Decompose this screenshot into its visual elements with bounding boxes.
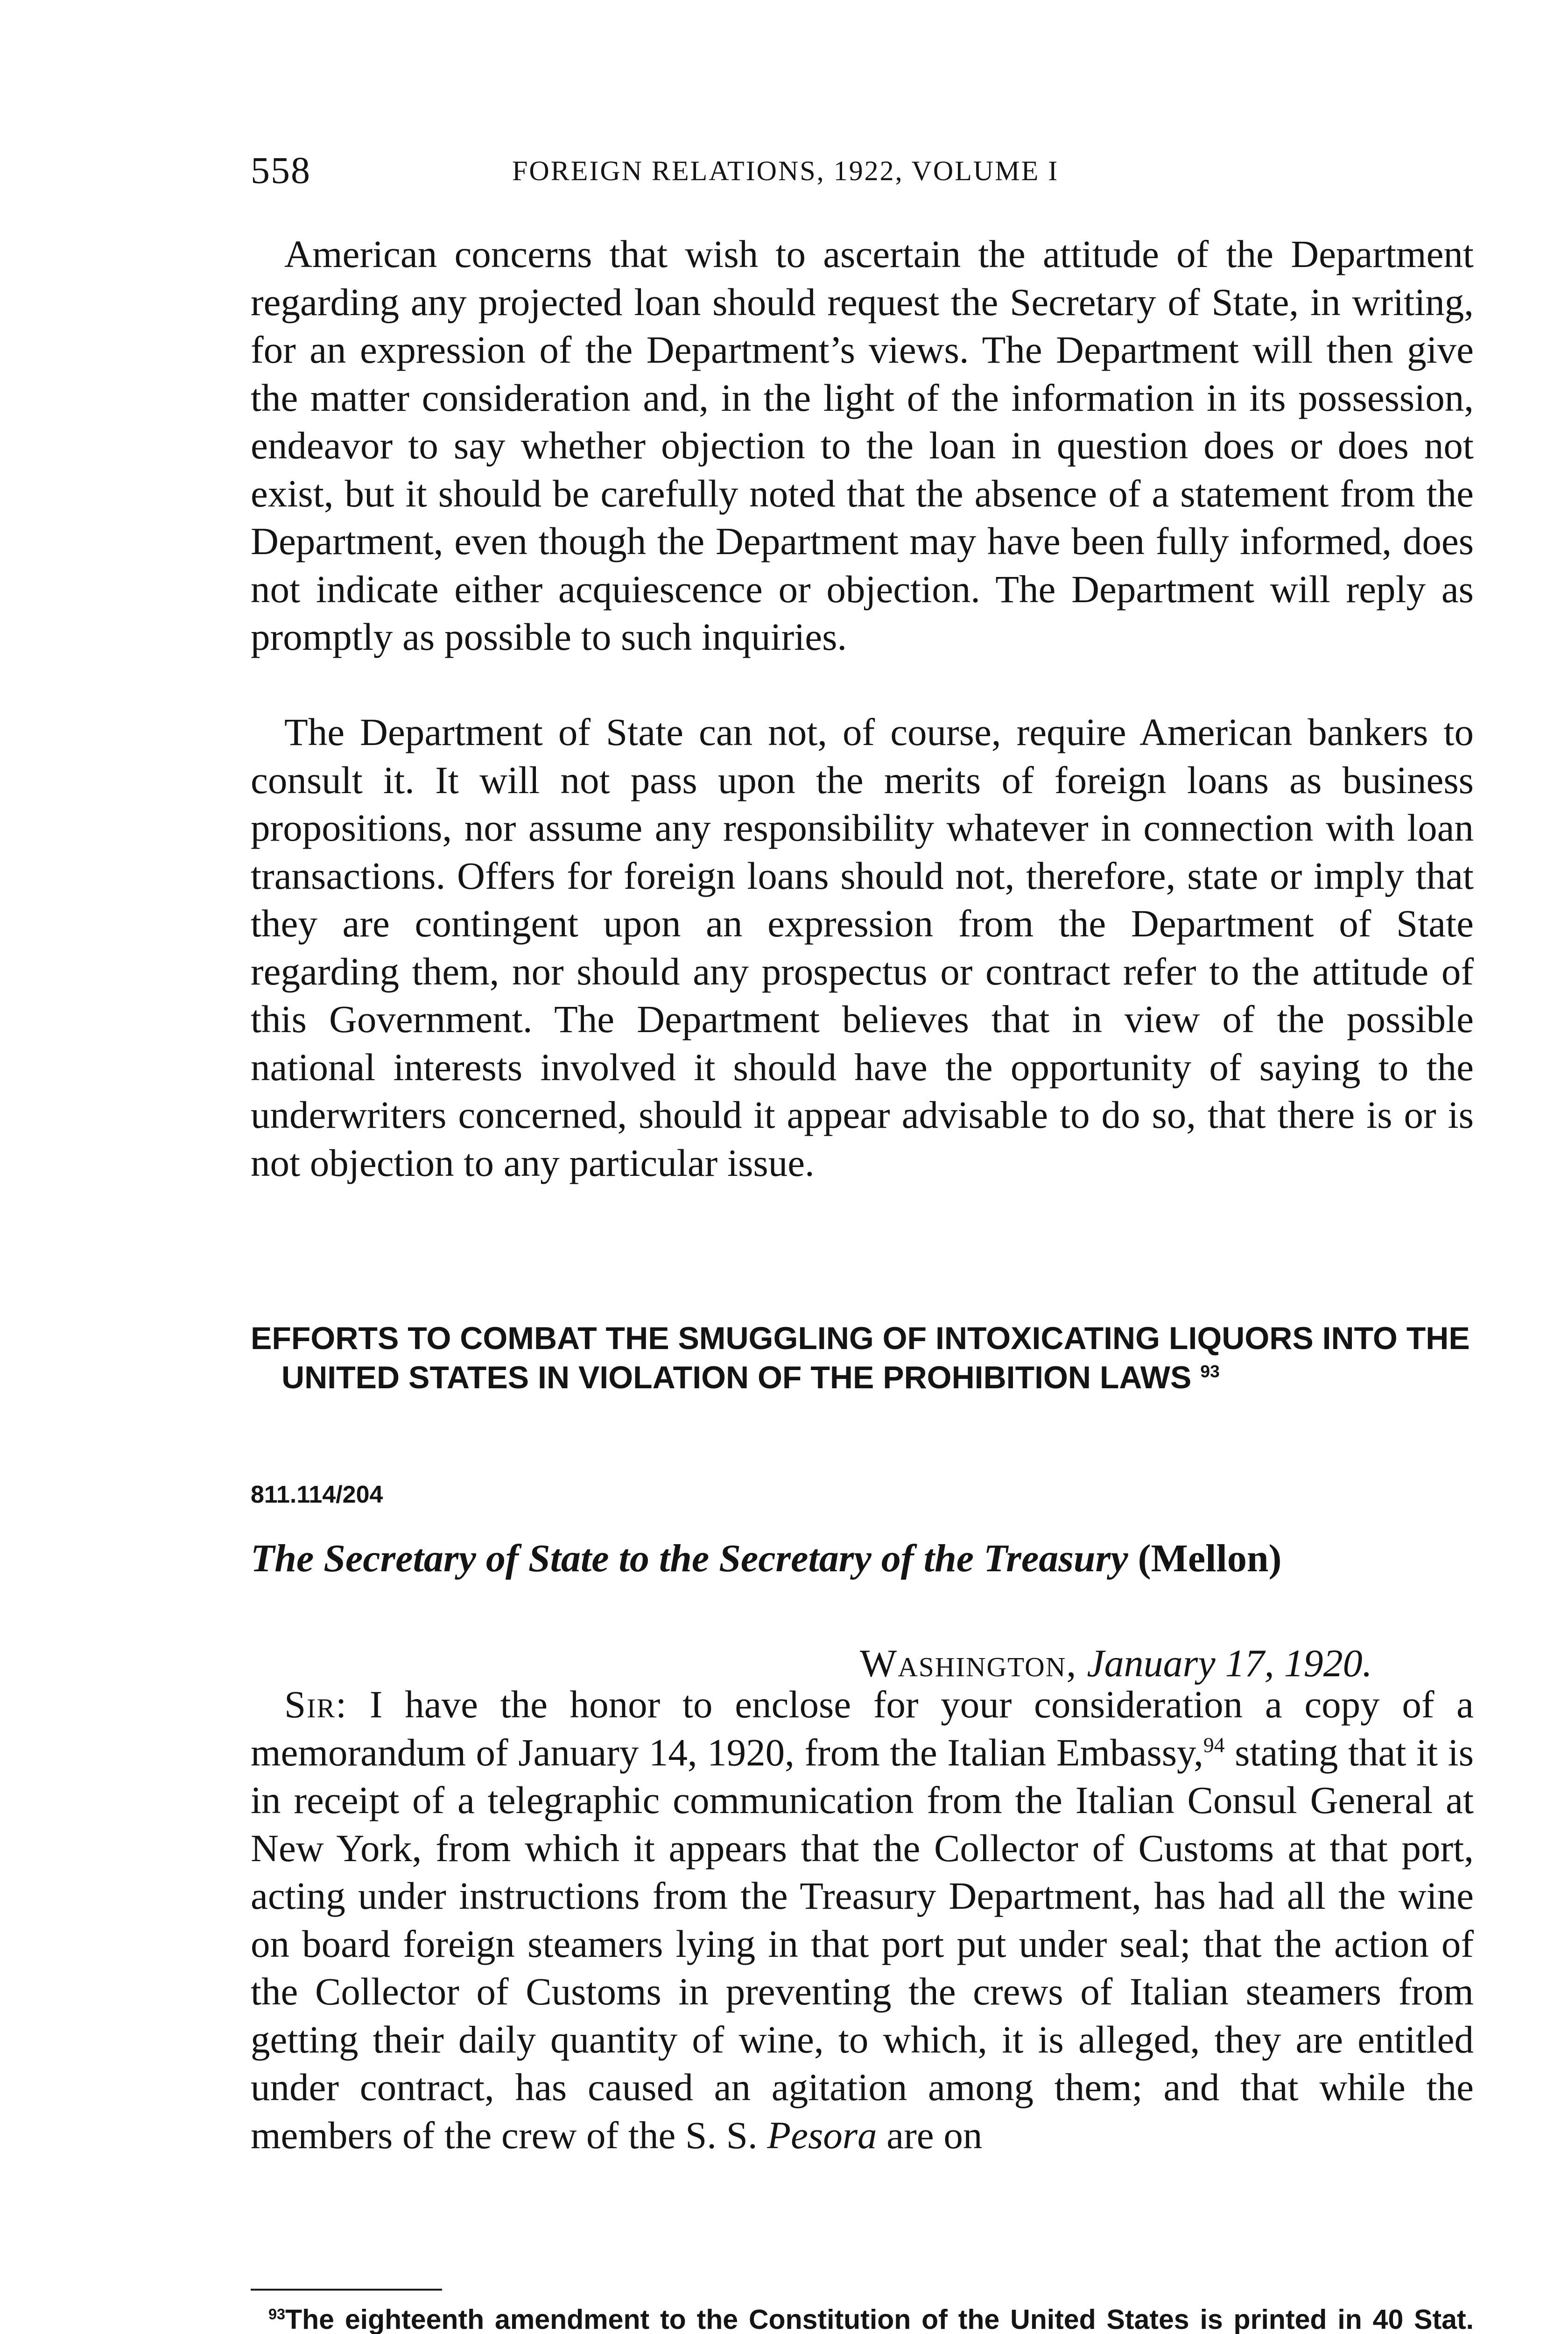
footnote-divider [251, 2289, 442, 2291]
document-title [251, 1536, 1474, 1581]
letter-body-part-1: I have the honor to enclose for your consideration a copy of a memorandum of January 14, 1920, from the Italian Embassy, [251, 1683, 1474, 1774]
footnote-ref-93: 93 [1200, 1361, 1220, 1381]
paragraph-2-text: The Department of State can not, of course, require American bankers to consult it. It will not pass upon the merits of foreign loans as business propositions, nor assume any responsibility whatever in connection with loan transactions. Offers for foreign loans should not, therefore, state or imply that they are contingent upon an expression from the Department of State regarding them, nor should any prospectus or contract refer to the attitude of this Government. The Department believes that in view of the possible national interests involved it should have the opportunity of saying to the underwriters concerned, should it appear advisable to do so, that there is or is not objection to any particular issue. [251, 710, 1474, 1184]
dateline-place: Washington, [860, 1642, 1077, 1685]
letter-body [251, 1680, 1474, 2159]
dateline-date: January 17, 1920. [1087, 1642, 1372, 1685]
section-heading-text: EFFORTS TO COMBAT THE SMUGGLING OF INTOXICATING LIQUORS INTO THE UNITED STATES IN VIOLATION OF THE PROHIBITION LAWS [251, 1321, 1470, 1395]
page-header [251, 148, 1474, 200]
footnote-93 [251, 2304, 1474, 2334]
dateline [860, 1641, 1372, 1686]
footnote-ref-94: 94 [1203, 1732, 1225, 1757]
letter-body-part-3: are on [886, 2113, 983, 2157]
footnote-93-text: The eighteenth amendment to the Constitution of the United States is printed in 40 Stat. [285, 2304, 1474, 2334]
paragraph-2 [251, 708, 1474, 1187]
letter-body-part-2: stating that it is in receipt of a telegraphic communication from the Italian Consul General at New York, from which it appears that the Collector of Customs at that port, acting under instructions from the Treasury Department, has had all the wine on board foreign steamers lying in that port put under seal; that the action of the Collector of Customs in preventing the crews of Italian steamers from getting their daily quantity of wine, to which, it is alleged, they are entitled under contract, has caused an agitation among them; and that while the members of the crew of the S. S. [251, 1730, 1474, 2157]
footnote-93-number: 93 [268, 2306, 286, 2323]
file-number: 811.114/204 [251, 1481, 383, 1508]
footnotes [251, 2304, 1474, 2334]
section-heading [251, 1319, 1474, 1397]
running-title: FOREIGN RELATIONS, 1922, VOLUME I [512, 155, 1059, 186]
page-number: 558 [251, 149, 311, 191]
paragraph-1-text: American concerns that wish to ascertain the attitude of the Department regarding any projected loan should request the Secretary of State, in writing, for an expression of the Department’s views. The Department will then give the matter consideration and, in the light of the information in its possession, endeavor to say whether objection to the loan in question does or does not exist, but it should be carefully noted that the absence of a statement from the Department, even though the Department may have been fully informed, does not indicate either acquiescence or objection. The Department will reply as promptly as possible to such inquiries. [251, 232, 1474, 658]
document-title-recipient: (Mellon) [1138, 1537, 1282, 1580]
ship-name: Pesora [767, 2113, 877, 2157]
document-title-text: The Secretary of State to the Secretary of the Treasury [251, 1537, 1128, 1580]
paragraph-1 [251, 230, 1474, 661]
salutation: Sir: [284, 1683, 348, 1726]
